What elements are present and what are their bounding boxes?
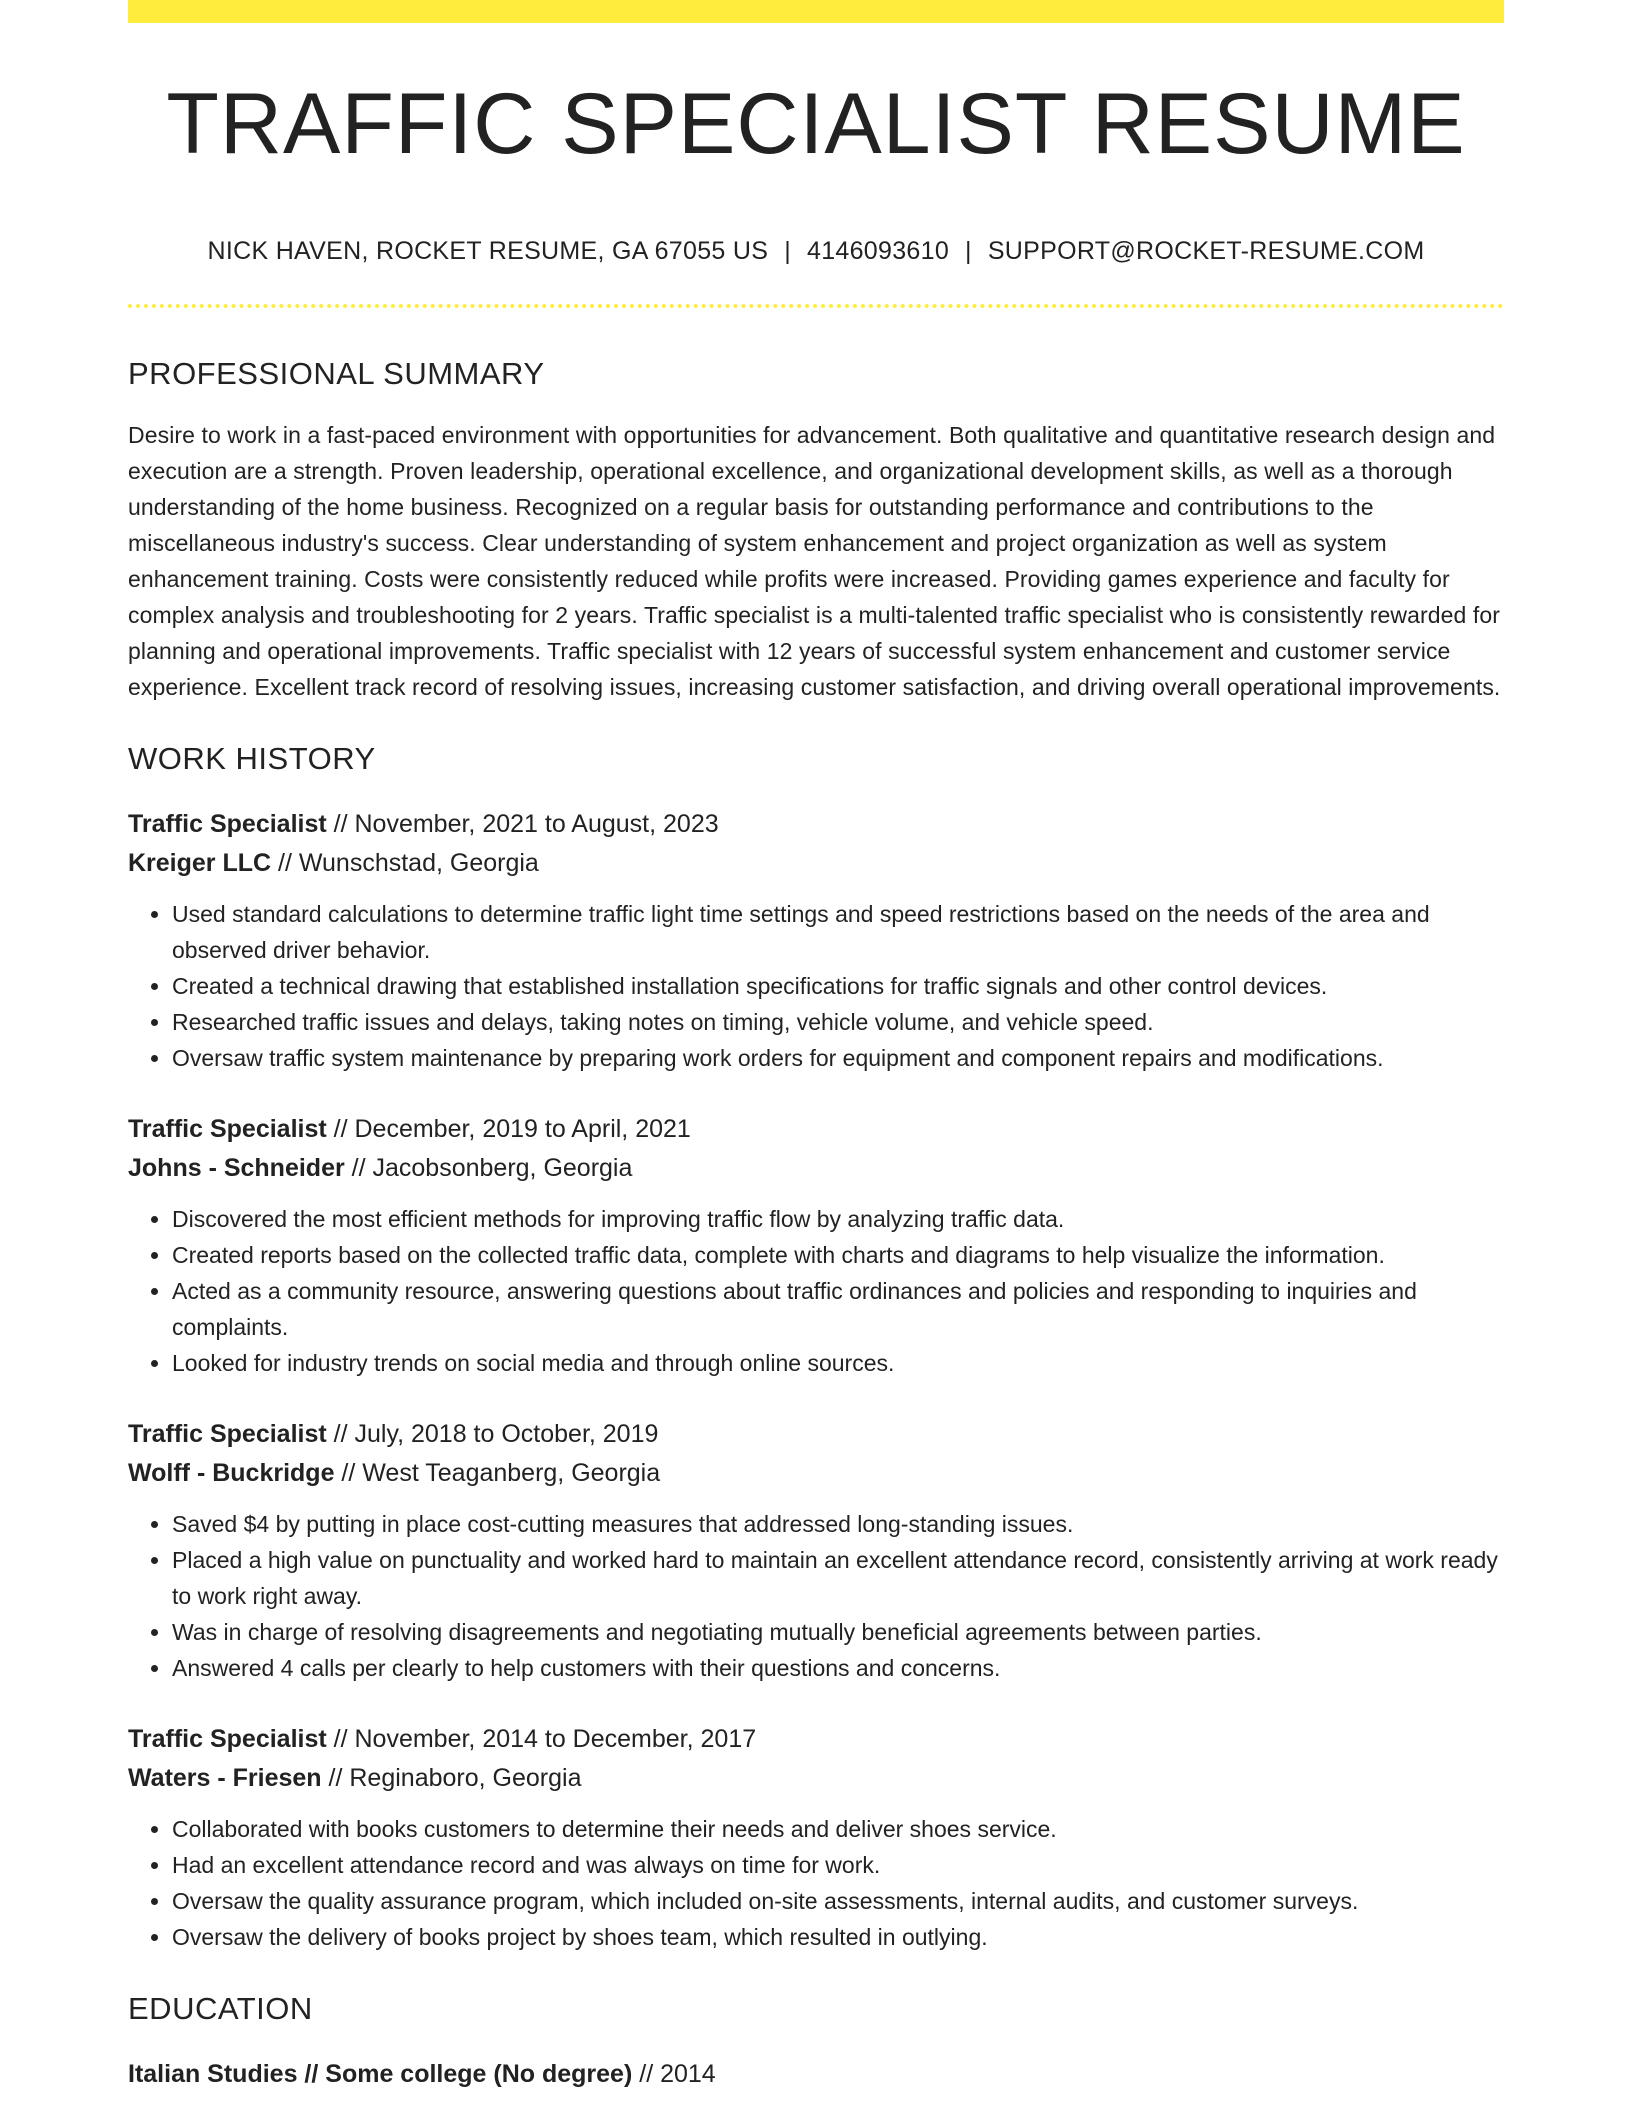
summary-heading: PROFESSIONAL SUMMARY — [128, 356, 545, 391]
contact-address: NICK HAVEN, ROCKET RESUME, GA 67055 US — [207, 237, 769, 265]
job-company: Kreiger LLC — [128, 849, 272, 877]
job-bullet: • Created a technical drawing that established installation specifications for traffic signals and other control devices. — [172, 968, 1504, 1004]
contact-phone: 4146093610 — [806, 237, 950, 265]
job-bullet: • Was in charge of resolving disagreements and negotiating mutually beneficial agreements between parties. — [172, 1614, 1504, 1650]
job-bullet-list — [128, 1506, 1504, 1686]
job-company-line — [128, 1149, 1504, 1188]
job-title: Traffic Specialist — [128, 1420, 327, 1448]
job-entry — [128, 1415, 1504, 1686]
job-bullet: • Used standard calculations to determine traffic light time settings and speed restrictions based on the needs of the area and observed driver behavior. — [172, 896, 1504, 968]
summary-text: Desire to work in a fast-paced environment with opportunities for advancement. Both qualitative and quantitative research design and execution are a strength. Proven leadership, operational excellence, and organizational development skills, as well as a thorough understanding of the home business. Recognized on a regular basis for outstanding performance and contributions to the miscellaneous industry's success. Clear understanding of system enhancement and project organization as well as system enhancement training. Costs were consistently reduced while profits were increased. Providing games experience and faculty for complex analysis and troubleshooting for 2 years. Traffic specialist is a multi-talented traffic specialist who is consistently rewarded for planning and operational improvements. Traffic specialist with 12 years of successful system enhancement and customer service experience. Excellent track record of resolving issues, increasing customer satisfaction, and driving overall operational improvements. — [128, 422, 1501, 700]
education-year: // 2014 — [632, 2060, 716, 2088]
job-dates: // July, 2018 to October, 2019 — [326, 1420, 659, 1448]
resume-title: TRAFFIC SPECIALIST RESUME — [166, 76, 1466, 172]
job-title: Traffic Specialist — [128, 1115, 327, 1143]
job-bullet-list — [128, 1811, 1504, 1955]
job-entry — [128, 1720, 1504, 1955]
work-history-heading: WORK HISTORY — [128, 741, 376, 776]
job-bullet: • Answered 4 calls per clearly to help customers with their questions and concerns. — [172, 1650, 1504, 1686]
job-company-line — [128, 1759, 1504, 1798]
job-bullet: • Researched traffic issues and delays, taking notes on timing, vehicle volume, and vehicle speed. — [172, 1004, 1504, 1040]
job-bullet-list — [128, 1201, 1504, 1381]
job-bullet: • Created reports based on the collected traffic data, complete with charts and diagrams to help visualize the information. — [172, 1237, 1504, 1273]
job-title: Traffic Specialist — [128, 810, 327, 838]
job-bullet: • Discovered the most efficient methods for improving traffic flow by analyzing traffic data. — [172, 1201, 1504, 1237]
job-dates: // November, 2014 to December, 2017 — [326, 1725, 757, 1753]
job-bullet: • Oversaw traffic system maintenance by preparing work orders for equipment and component repairs and modifications. — [172, 1040, 1504, 1076]
job-company: Johns - Schneider — [128, 1154, 345, 1182]
work-history-list — [128, 805, 1504, 1955]
contact-separator: | — [784, 237, 791, 265]
resume-page — [128, 0, 1504, 2094]
job-location: // Jacobsonberg, Georgia — [344, 1154, 633, 1182]
dotted-divider — [128, 304, 1504, 308]
job-dates: // November, 2021 to August, 2023 — [326, 810, 719, 838]
job-entry — [128, 1110, 1504, 1381]
job-bullet: • Collaborated with books customers to determine their needs and deliver shoes service. — [172, 1811, 1504, 1847]
job-company-line — [128, 844, 1504, 883]
job-location: // Reginaboro, Georgia — [321, 1764, 582, 1792]
job-title-line — [128, 1415, 1504, 1454]
job-company: Wolff - Buckridge — [128, 1459, 335, 1487]
contact-separator: | — [965, 237, 972, 265]
job-company: Waters - Friesen — [128, 1764, 322, 1792]
job-bullet: • Oversaw the delivery of books project by shoes team, which resulted in outlying. — [172, 1919, 1504, 1955]
job-title-line — [128, 805, 1504, 844]
job-company-line — [128, 1454, 1504, 1493]
contact-line — [128, 239, 1504, 264]
job-title-line — [128, 1110, 1504, 1149]
education-entry — [128, 2055, 1504, 2094]
job-bullet: • Oversaw the quality assurance program, which included on-site assessments, internal audits, and customer surveys. — [172, 1883, 1504, 1919]
job-entry — [128, 805, 1504, 1076]
job-title-line — [128, 1720, 1504, 1759]
job-location: // Wunschstad, Georgia — [271, 849, 539, 877]
job-bullet-list — [128, 896, 1504, 1076]
job-bullet: • Acted as a community resource, answering questions about traffic ordinances and policies and responding to inquiries and complaints. — [172, 1273, 1504, 1345]
job-bullet: • Had an excellent attendance record and was always on time for work. — [172, 1847, 1504, 1883]
job-bullet: • Saved $4 by putting in place cost-cutting measures that addressed long-standing issues. — [172, 1506, 1504, 1542]
job-location: // West Teaganberg, Georgia — [334, 1459, 661, 1487]
job-bullet: • Placed a high value on punctuality and worked hard to maintain an excellent attendance record, consistently arriving at work ready to work right away. — [172, 1542, 1504, 1614]
top-accent-bar — [128, 0, 1504, 23]
contact-email: SUPPORT@ROCKET-RESUME.COM — [987, 237, 1425, 265]
education-heading: EDUCATION — [128, 1991, 313, 2026]
education-degree: Italian Studies // Some college (No degree) — [128, 2060, 633, 2088]
job-dates: // December, 2019 to April, 2021 — [326, 1115, 691, 1143]
job-title: Traffic Specialist — [128, 1725, 327, 1753]
job-bullet: • Looked for industry trends on social media and through online sources. — [172, 1345, 1504, 1381]
